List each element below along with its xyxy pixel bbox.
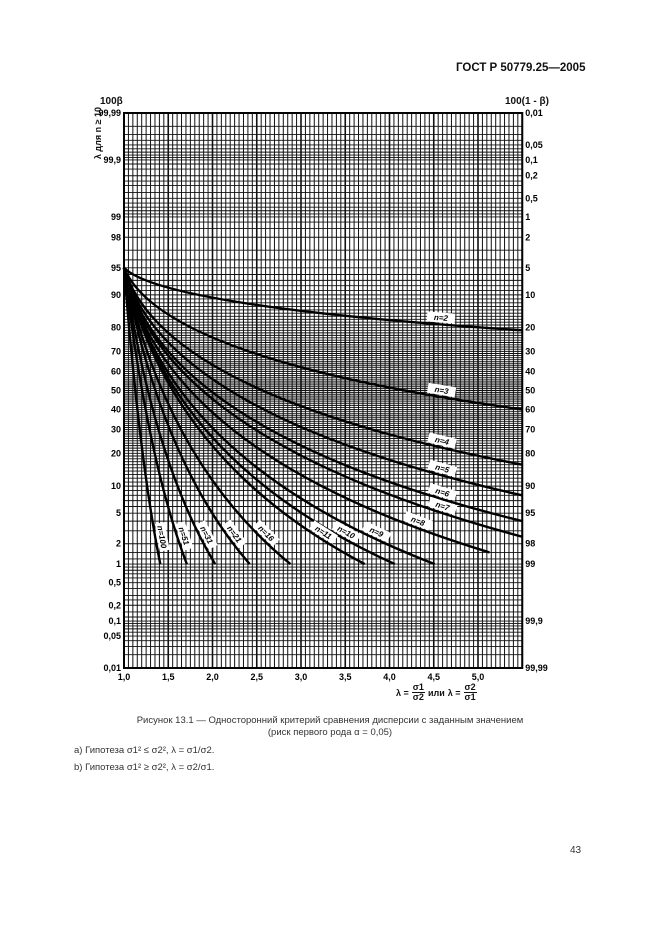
y-right-tick-label: 99,99: [525, 663, 548, 673]
y-right-tick-label: 0,2: [525, 170, 538, 181]
formula-lhs-2: λ =: [447, 687, 461, 698]
y-right-tick-label: 0,05: [525, 139, 543, 150]
y-right-tick-label: 90: [525, 481, 536, 492]
y-left-tick-label: 70: [110, 346, 121, 357]
curve-label-text: n=21: [225, 524, 244, 545]
x-tick-label: 3,0: [294, 672, 308, 682]
y-left-tick-label: 0,5: [108, 577, 121, 588]
curve-label-text: n=10: [335, 523, 357, 541]
left-axis-title: 100β: [100, 96, 123, 107]
curve-label-text: n=8: [409, 514, 426, 529]
curve-label-text: n=11: [313, 523, 334, 542]
numerator: σ2: [464, 682, 476, 692]
curve-label-text: n=3: [433, 384, 450, 397]
curve-label-text: n=2: [433, 312, 449, 323]
y-left-tick-label: 10: [110, 481, 121, 492]
caption-line-1: Рисунок 13.1 — Односторонний критерий сравнения дисперсии с заданным значением: [136, 715, 524, 726]
curve-label-text: n=6: [434, 486, 451, 499]
y-right-tick-label: 0,5: [525, 193, 538, 204]
right-axis-title: 100(1 - β): [505, 96, 549, 107]
x-tick-label: 4,0: [383, 672, 396, 682]
y-left-tick-label: 2: [115, 538, 121, 549]
note-b: b) Гипотеза σ1² ≥ σ2², λ = σ2/σ1.: [74, 762, 215, 773]
caption-line-2: (риск первого рода α = 0,05): [267, 727, 393, 738]
y-right-tick-label: 5: [525, 262, 531, 273]
y-right-tick-label: 50: [525, 385, 536, 396]
fraction-1: [412, 683, 425, 702]
y-left-tick-label: 90: [110, 289, 121, 300]
y-left-tick-label: 0,05: [103, 631, 121, 642]
curve-label-text: n=51: [176, 525, 191, 547]
grid: [124, 113, 522, 668]
y-left-tick-label: 30: [110, 424, 121, 435]
y-right-tick-label: 40: [525, 366, 536, 377]
note-a: a) Гипотеза σ1² ≤ σ2², λ = σ1/σ2.: [74, 745, 215, 756]
figure-caption: [60, 715, 600, 739]
left-axis-note: λ для n ≥ 10: [93, 106, 103, 160]
curve-label-text: n=9: [368, 525, 385, 540]
numerator: σ1: [412, 682, 424, 692]
y-right-tick-label: 10: [525, 289, 536, 300]
curve-label-text: n=16: [256, 523, 276, 544]
x-tick-label: 1,5: [161, 672, 175, 682]
y-left-tick-label: 99,9: [103, 154, 121, 165]
y-left-tick-label: 40: [110, 404, 121, 415]
y-right-tick-label: 99,9: [525, 616, 543, 627]
y-left-tick-label: 1: [115, 559, 121, 570]
fraction-2: [464, 683, 477, 702]
x-tick-label: 5,0: [471, 672, 485, 682]
curve-label-text: n=7: [434, 499, 451, 513]
denominator: σ2: [412, 692, 424, 702]
y-right-tick-label: 1: [525, 211, 531, 222]
y-right-tick-label: 2: [525, 232, 531, 243]
y-right-tick-label: 30: [525, 346, 536, 357]
curve-label-text: n=4: [434, 435, 450, 448]
formula-lhs: λ =: [396, 687, 409, 698]
y-left-tick-label: 0,01: [103, 663, 121, 673]
y-right-tick-label: 70: [525, 424, 536, 435]
y-left-tick-label: 50: [110, 385, 121, 396]
y-left-tick-label: 99,99: [98, 108, 121, 118]
y-left-tick-label: 20: [110, 448, 121, 459]
y-left-tick-label: 99: [110, 211, 121, 222]
y-right-tick-label: 98: [525, 538, 536, 549]
y-right-tick-label: 60: [525, 404, 536, 415]
curve-label-text: n=31: [198, 524, 215, 546]
y-right-tick-label: 99: [525, 559, 536, 570]
y-right-tick-label: 0,01: [525, 108, 543, 118]
y-left-tick-label: 0,2: [108, 600, 121, 611]
formula-or: или: [427, 687, 445, 698]
y-left-tick-label: 95: [110, 262, 121, 273]
x-tick-label: 3,5: [338, 672, 352, 682]
y-right-tick-label: 80: [525, 448, 536, 459]
y-right-tick-label: 95: [525, 508, 536, 519]
y-left-tick-label: 98: [110, 232, 121, 243]
y-left-tick-label: 80: [110, 322, 121, 333]
x-axis-formula: [396, 683, 477, 702]
x-tick-label: 2,5: [250, 672, 264, 682]
curve-label-text: n=100: [155, 524, 169, 549]
x-tick-label: 4,5: [427, 672, 441, 682]
x-tick-label: 2,0: [206, 672, 219, 682]
page-number: 43: [570, 845, 582, 856]
standard-header: ГОСТ Р 50779.25—2005: [456, 62, 586, 74]
y-left-tick-label: 5: [115, 508, 121, 519]
x-tick-label: 1,0: [117, 672, 131, 682]
curve-label-text: n=5: [434, 462, 451, 475]
denominator: σ1: [464, 692, 476, 702]
y-left-tick-label: 0,1: [108, 616, 121, 627]
y-right-tick-label: 0,1: [525, 154, 538, 165]
y-left-tick-label: 60: [110, 366, 121, 377]
y-right-tick-label: 20: [525, 322, 536, 333]
